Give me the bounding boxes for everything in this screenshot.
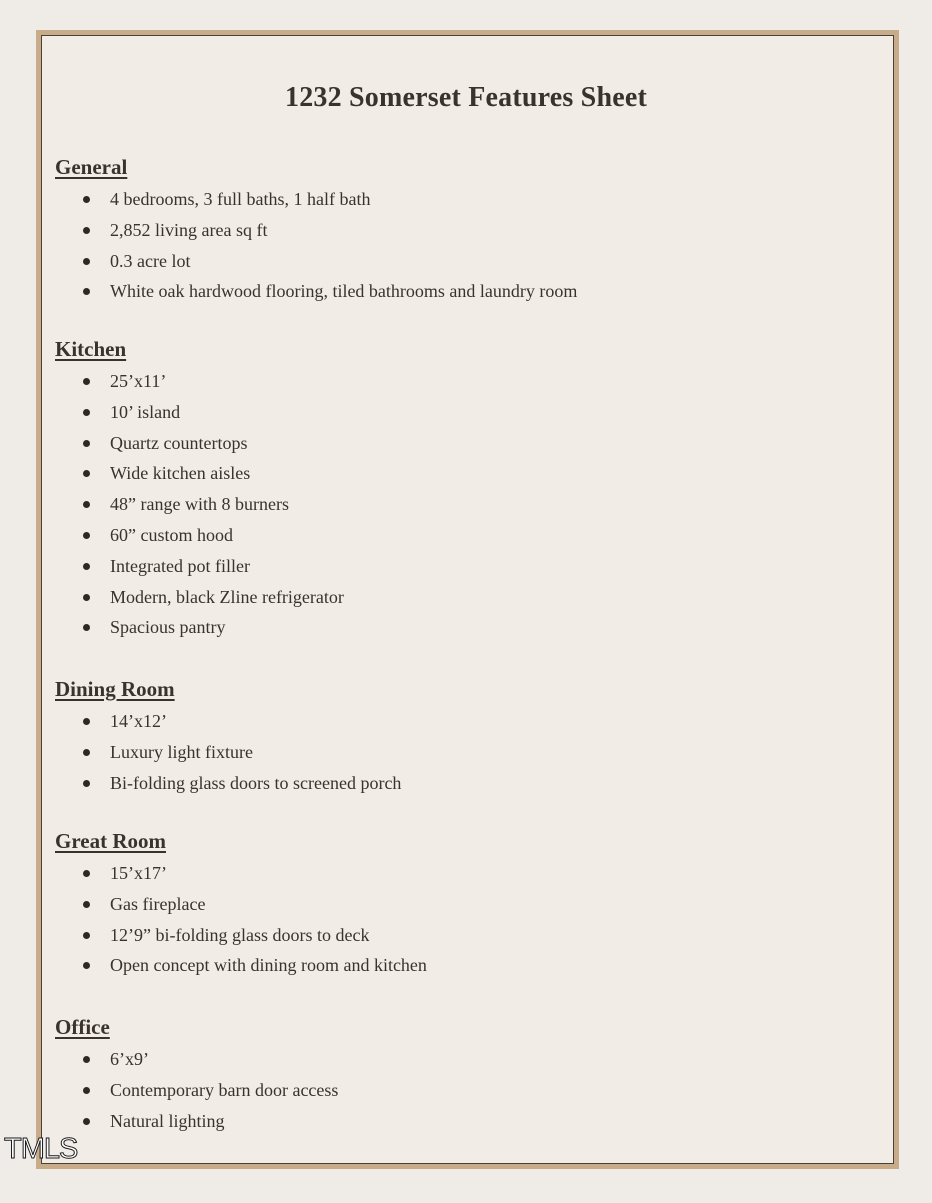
section-heading-office: Office <box>55 1015 110 1039</box>
list-item-text: Spacious pantry <box>110 617 226 638</box>
bullet-icon <box>83 501 90 508</box>
list-item <box>55 276 875 307</box>
list-item-text: 12’9” bi-folding glass doors to deck <box>110 924 370 945</box>
bullet-icon <box>83 440 90 447</box>
list-item <box>55 397 875 428</box>
list-item-text: 6’x9’ <box>110 1049 149 1069</box>
list-item <box>55 858 875 889</box>
list-item-text: 14’x12’ <box>110 711 167 731</box>
list-item-text: Luxury light fixture <box>110 741 253 762</box>
section-heading-kitchen: Kitchen <box>55 337 127 361</box>
section-general <box>55 154 875 307</box>
list-item <box>55 706 875 737</box>
list-item <box>55 551 875 582</box>
list-item <box>55 520 875 551</box>
list-item-text: Wide kitchen aisles <box>110 463 251 484</box>
list-item-text: Contemporary barn door access <box>110 1079 339 1100</box>
list-item <box>55 489 875 520</box>
bullet-icon <box>83 594 90 601</box>
list-item-text: Natural lighting <box>110 1110 225 1131</box>
list-item <box>55 1106 875 1137</box>
list-item-text: 48” range with 8 burners <box>110 494 289 515</box>
section-dining-room <box>55 676 875 798</box>
bullet-icon <box>83 409 90 416</box>
list-item-text: Open concept with dining room and kitchen <box>110 955 427 976</box>
section-kitchen <box>55 336 875 643</box>
watermark-logo: TMLS <box>4 1133 78 1165</box>
bullet-icon <box>83 470 90 477</box>
list-item <box>55 366 875 397</box>
list-item-text: 10’ island <box>110 401 181 422</box>
section-great-room <box>55 828 875 981</box>
bullet-icon <box>83 288 90 295</box>
bullet-icon <box>83 870 90 877</box>
list-item-text: 60” custom hood <box>110 524 233 545</box>
bullet-icon <box>83 932 90 939</box>
bullet-icon <box>83 532 90 539</box>
bullet-icon <box>83 1056 90 1063</box>
bullet-icon <box>83 196 90 203</box>
list-item <box>55 1075 875 1106</box>
page-title: 1232 Somerset Features Sheet <box>285 82 647 113</box>
list-item <box>55 768 875 799</box>
bullet-icon <box>83 962 90 969</box>
list-item <box>55 889 875 920</box>
list-item-text: Integrated pot filler <box>110 555 250 576</box>
list-item <box>55 950 875 981</box>
section-heading-dining-room: Dining Room <box>55 677 175 701</box>
list-item <box>55 246 875 277</box>
list-item <box>55 184 875 215</box>
list-item-text: 0.3 acre lot <box>110 250 191 271</box>
list-item-text: 25’x11’ <box>110 371 167 391</box>
list-item-text: 4 bedrooms, 3 full baths, 1 half bath <box>110 189 371 209</box>
section-heading-great-room: Great Room <box>55 829 166 853</box>
list-item <box>55 458 875 489</box>
bullet-icon <box>83 624 90 631</box>
bullet-icon <box>83 258 90 265</box>
bullet-icon <box>83 1087 90 1094</box>
bullet-icon <box>83 1118 90 1125</box>
list-item <box>55 920 875 951</box>
list-item-text: 2,852 living area sq ft <box>110 219 268 240</box>
bullet-icon <box>83 749 90 756</box>
section-office <box>55 1014 875 1136</box>
bullet-icon <box>83 718 90 725</box>
bullet-icon <box>83 378 90 385</box>
list-item <box>55 215 875 246</box>
bullet-icon <box>83 780 90 787</box>
list-item <box>55 612 875 643</box>
list-item <box>55 428 875 459</box>
list-item <box>55 1044 875 1075</box>
list-item-text: Bi-folding glass doors to screened porch <box>110 772 402 793</box>
bullet-icon <box>83 563 90 570</box>
list-item-text: Gas fireplace <box>110 893 206 914</box>
list-item <box>55 737 875 768</box>
list-item-text: Modern, black Zline refrigerator <box>110 586 344 607</box>
list-item <box>55 582 875 613</box>
section-heading-general: General <box>55 155 128 179</box>
bullet-icon <box>83 901 90 908</box>
list-item-text: White oak hardwood flooring, tiled bathrooms and laundry room <box>110 281 578 302</box>
list-item-text: Quartz countertops <box>110 432 248 453</box>
list-item-text: 15’x17’ <box>110 863 167 883</box>
bullet-icon <box>83 227 90 234</box>
